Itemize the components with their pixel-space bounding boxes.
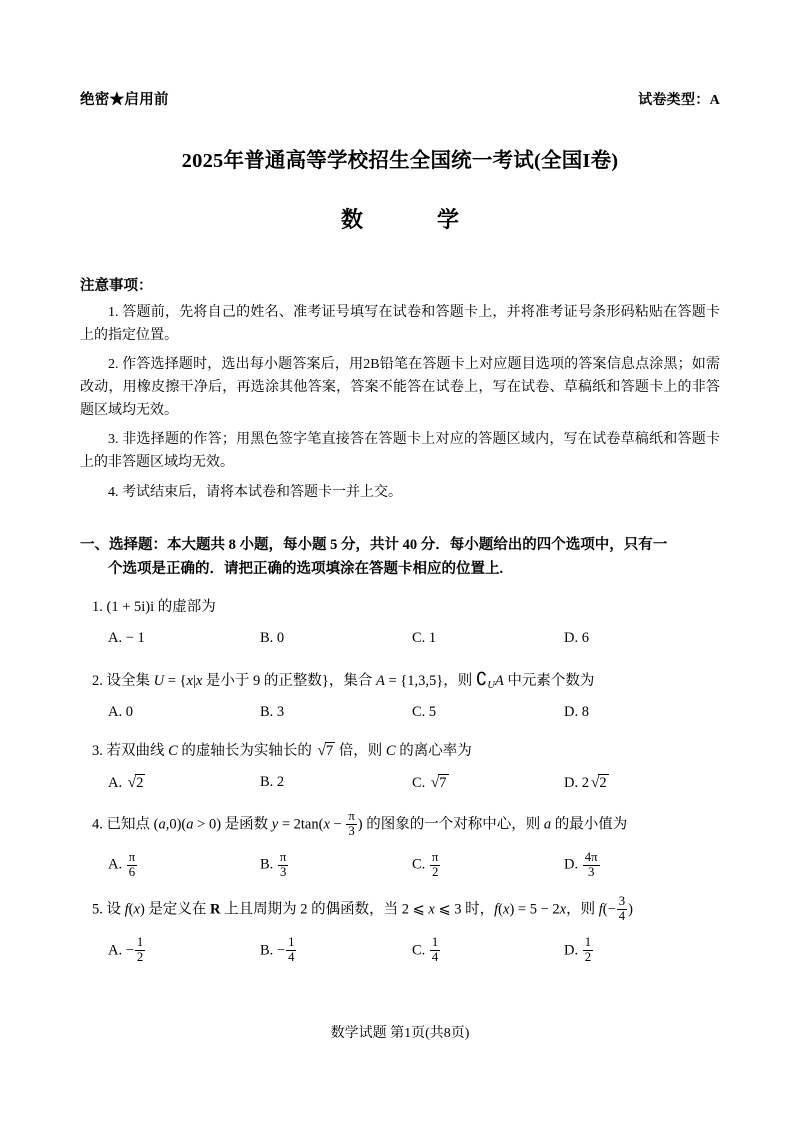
question-1 (80, 597, 720, 650)
page-header (80, 88, 720, 109)
section-one-line2: 个选项是正确的．请把正确的选项填涂在答题卡相应的位置上. (108, 560, 504, 577)
option-a-label: A. (108, 857, 123, 873)
question-5-stem: 5. 设 f(x) 是定义在 R 上且周期为 2 的偶函数，当 2 ⩽ x ⩽ 3 时，f(x) = 5 − 2x，则 f(− $\frac{3}{4}$ ) (92, 894, 633, 924)
option-b[interactable] (260, 851, 412, 880)
question-3-stem: 3. 若双曲线 C 的虚轴长为实轴长的 √7 倍，则 C 的离心率为 (80, 740, 720, 763)
option-c[interactable] (412, 702, 564, 724)
subject-title: 数 学 (340, 207, 485, 232)
question-4-number: 4. (92, 816, 103, 833)
option-d-label: D. (564, 704, 579, 721)
option-d-value: 6 (581, 630, 589, 647)
option-d-value: 8 (581, 704, 589, 721)
fraction: $\frac{1}{2}$ (136, 934, 144, 964)
option-b-value: 3 (276, 704, 285, 721)
option-c-value: 1 (428, 630, 437, 647)
option-d-label: D. (564, 857, 579, 873)
fraction: $\frac{4\pi}{3}$ (584, 849, 598, 879)
question-3-options (80, 772, 720, 795)
sqrt-icon: √2 (590, 774, 607, 791)
option-d[interactable] (564, 934, 716, 966)
question-5-number: 5. (92, 901, 103, 918)
option-a-label: A. (108, 942, 123, 959)
option-a[interactable] (108, 772, 260, 795)
page-footer: 数学试题 第1页(共8页) (330, 1026, 470, 1041)
sqrt-icon: √7 (317, 742, 334, 760)
notice-item: 4. 考试结束后，请将本试卷和答题卡一并上交。 (108, 484, 402, 500)
option-a-label: A. (108, 775, 123, 791)
question-4 (80, 811, 720, 880)
fraction: $\frac{\pi}{3}$ (279, 849, 287, 879)
option-b-label: B. (260, 704, 274, 721)
option-a-label: A. (108, 630, 123, 647)
option-c-label: C. (412, 704, 426, 721)
option-d[interactable] (564, 702, 716, 724)
option-b-label: B. (260, 857, 274, 873)
question-4-options (80, 851, 720, 880)
option-a[interactable] (108, 628, 260, 650)
option-c-label: C. (412, 857, 426, 873)
notice-item: 1. 答题前，先将自己的姓名、准考证号填写在试卷和答题卡上，并将准考证号条形码粘贴在答题卡上的指定位置。 (80, 305, 720, 343)
question-5-options (80, 934, 720, 966)
notice-item: 3. 非选择题的作答；用黑色签字笔直接答在答题卡上对应的答题区域内，写在试卷草稿纸和答题卡上的非答题区域均无效。 (80, 432, 720, 471)
option-b[interactable] (260, 772, 412, 795)
page-title: 2025年普通高等学校招生全国统一考试(全国I卷) (181, 150, 619, 172)
question-2-options (80, 702, 720, 724)
option-c-label: C. (412, 942, 426, 959)
fraction: $\frac{\pi}{2}$ (431, 849, 439, 879)
notice-heading: 注意事项： (80, 278, 153, 294)
option-b-label: B. (260, 942, 274, 959)
option-b-value: 2 (276, 774, 285, 790)
option-b-label: B. (260, 774, 274, 790)
question-1-stem: 1. (1 + 5i)i 的虚部为 (92, 599, 216, 616)
question-3-number: 3. (92, 743, 103, 760)
option-d-label: D. (564, 942, 579, 959)
page-content (80, 88, 720, 965)
option-b[interactable]: B. − $\frac{1}{4}$ (260, 934, 295, 964)
question-5 (80, 896, 720, 965)
question-3 (80, 740, 720, 795)
fraction: $\frac{\pi}{3}$ (348, 809, 355, 838)
question-2 (80, 666, 720, 724)
option-b[interactable] (260, 628, 412, 650)
sqrt-icon: √7 (430, 774, 447, 791)
question-4-stem: 4. 已知点 (a,0)(a > 0) 是函数 y = 2tan(x − $\frac{\pi}{3}$ ) 的图象的一个对称中心，则 a 的最小值为 (92, 809, 628, 838)
section-one-line1: 一、选择题：本大题共 8 小题，每小题 5 分，共计 40 分．每小题给出的四个选项中，只有一 (80, 537, 668, 554)
question-2-stem: 2. 设全集 U = {x|x 是小于 9 的正整数}，集合 A = {1,3,5}，则 $∁_UA$ 中元素个数为 (92, 668, 595, 691)
option-c[interactable] (412, 772, 564, 795)
option-d-label: D. (564, 630, 579, 647)
option-a[interactable]: A. − $\frac{1}{2}$ (108, 934, 144, 964)
question-2-number: 2. (92, 672, 103, 689)
option-d[interactable] (564, 851, 716, 880)
question-1-number: 1. (92, 599, 103, 616)
option-c-label: C. (412, 630, 426, 647)
secrecy-label: 绝密★启用前 (80, 92, 169, 108)
fraction: $\frac{1}{4}$ (288, 934, 295, 964)
option-a-label: A. (108, 704, 123, 721)
option-d[interactable]: D. 2 √2 (564, 772, 716, 795)
section-one-heading (80, 534, 720, 581)
question-1-options (80, 628, 720, 650)
option-d[interactable] (564, 628, 716, 650)
fraction: $\frac{\pi}{6}$ (128, 849, 136, 879)
option-d-label: D. (564, 775, 579, 791)
option-b-label: B. (260, 630, 274, 647)
notice-item: 2. 作答选择题时，选出每小题答案后，用2B铅笔在答题卡上对应题目选项的答案信息点涂黑；如需改动，用橡皮擦干净后，再选涂其他答案，答案不能答在试卷上，写在试卷、草稿纸和答题卡上的非答题区域均无效。 (80, 357, 720, 418)
option-a-value: 0 (125, 704, 133, 721)
fraction: $\frac{1}{2}$ (584, 934, 592, 964)
option-b[interactable] (260, 702, 412, 724)
option-a[interactable] (108, 851, 260, 880)
fraction: $\frac{1}{4}$ (431, 934, 439, 964)
option-c[interactable] (412, 934, 564, 966)
paper-type-label: 试卷类型：A (638, 93, 720, 108)
fraction: $\frac{3}{4}$ (618, 894, 626, 924)
option-a-value: − 1 (125, 630, 145, 647)
sqrt-icon: √2 (127, 774, 144, 791)
option-c[interactable] (412, 628, 564, 650)
option-c-label: C. (412, 775, 426, 791)
option-c[interactable] (412, 851, 564, 880)
option-c-value: 5 (428, 704, 437, 721)
option-b-value: 0 (276, 630, 285, 647)
option-a[interactable] (108, 702, 260, 724)
